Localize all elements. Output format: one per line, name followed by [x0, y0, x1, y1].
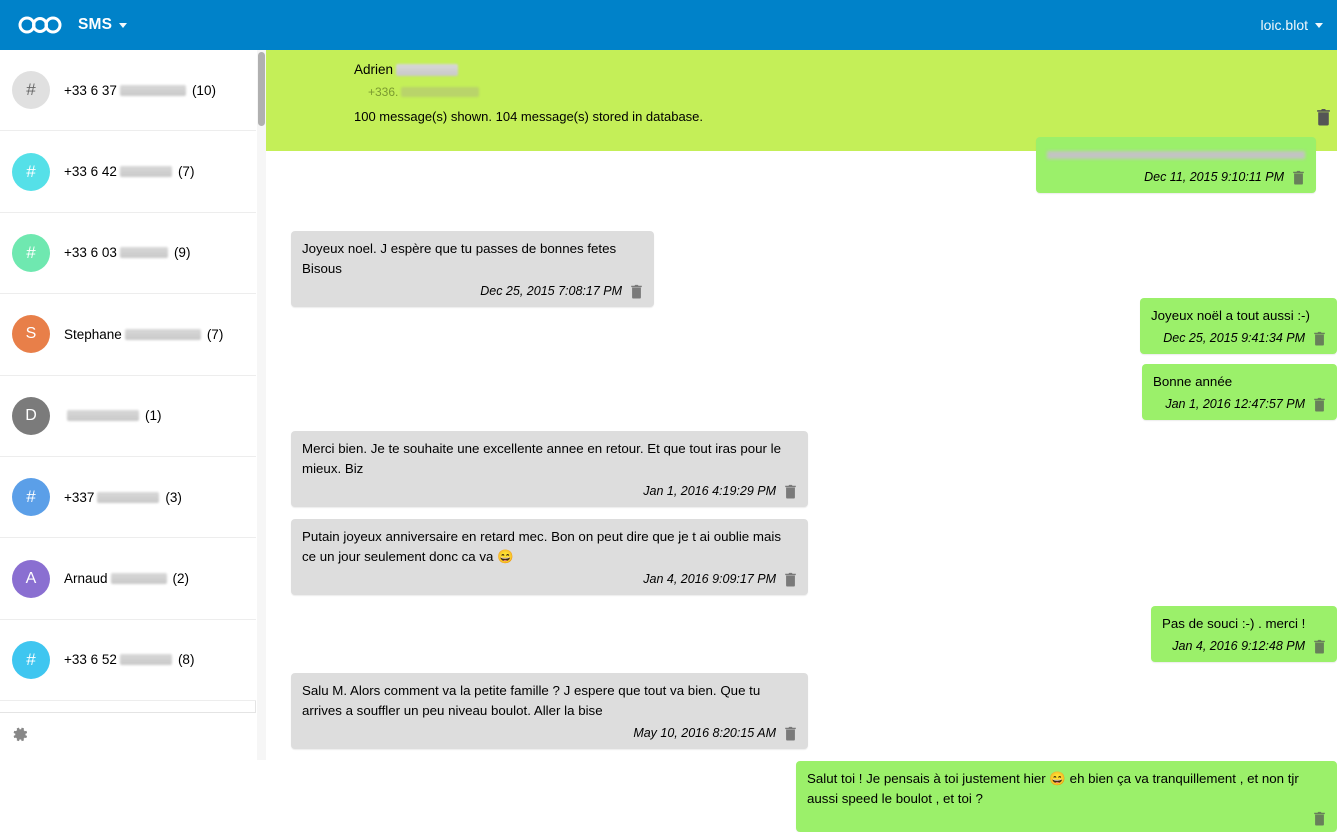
conversation-header [266, 50, 1337, 151]
message-count: (3) [165, 489, 182, 505]
avatar: D [12, 397, 50, 435]
message-count: (10) [191, 82, 216, 98]
message-meta [1153, 394, 1326, 414]
conversation-contact-number [368, 85, 1337, 99]
caret-down-icon [119, 23, 127, 28]
delete-message-button[interactable] [1313, 639, 1326, 654]
contact-list-item[interactable] [0, 457, 256, 538]
delete-conversation-button[interactable] [1316, 108, 1331, 131]
redacted-block [120, 85, 186, 96]
message-text: Pas de souci :-) . merci ! [1162, 616, 1306, 631]
message-row [291, 231, 654, 307]
message-text: Bonne année [1153, 374, 1233, 389]
conversation-stats: 100 message(s) shown. 104 message(s) stored in database. [354, 109, 704, 124]
sidebar-scrollbar-track[interactable] [257, 50, 266, 760]
message-bubble-incoming [291, 231, 654, 307]
message-text: Joyeux noël a tout aussi :-) [1151, 308, 1310, 323]
message-bubble-outgoing [1151, 606, 1337, 662]
message-timestamp: Jan 4, 2016 9:09:17 PM [643, 572, 776, 586]
caret-down-icon [1315, 23, 1323, 28]
message-row [1151, 606, 1337, 662]
contact-name [64, 571, 189, 586]
contact-name-text: Stephane [64, 326, 122, 342]
message-text: Joyeux noel. J espère que tu passes de bonnes fetes Bisous [302, 241, 617, 276]
contact-list-item[interactable] [0, 376, 256, 457]
nextcloud-logo-icon[interactable] [12, 9, 68, 41]
message-timestamp: Dec 25, 2015 9:41:34 PM [1163, 331, 1305, 345]
redacted-block [67, 410, 139, 421]
message-bubble-incoming [291, 673, 808, 749]
message-row [796, 761, 1337, 832]
message-bubble-incoming [291, 519, 808, 595]
contact-name-text: +33 6 03 [64, 245, 117, 261]
message-count: (8) [177, 652, 195, 668]
delete-message-button[interactable] [630, 284, 643, 299]
message-timestamp: Jan 4, 2016 9:12:48 PM [1172, 639, 1305, 653]
message-text: Salut toi ! Je pensais à toi justement hier 😄 eh bien ça va tranquillement , et non tjr aussi speed le boulot , et toi ? [807, 771, 1299, 806]
contact-name [64, 83, 216, 98]
delete-message-button[interactable] [784, 726, 797, 741]
contact-name [64, 490, 182, 505]
contact-name [64, 164, 194, 179]
message-bubble-incoming [291, 431, 808, 507]
message-count: (1) [145, 408, 162, 424]
user-menu[interactable] [1261, 17, 1323, 33]
message-count: (2) [172, 571, 190, 587]
avatar: # [12, 478, 50, 516]
contact-name-text: +337 [64, 489, 95, 505]
gear-icon [12, 726, 29, 748]
message-count: (7) [177, 164, 195, 180]
message-meta [1162, 636, 1326, 656]
message-row [1140, 298, 1337, 354]
contact-list-item[interactable] [0, 213, 256, 294]
message-row [291, 431, 808, 507]
redacted-name-block [396, 64, 458, 76]
redacted-block [125, 329, 201, 340]
message-meta [302, 481, 797, 501]
message-bubble-outgoing [796, 761, 1337, 832]
contact-list[interactable] [0, 50, 256, 712]
redacted-block [97, 492, 159, 503]
message-meta [807, 811, 1326, 826]
message-row [1036, 137, 1316, 193]
conversation-pane [266, 50, 1337, 806]
sidebar-scrollbar-thumb[interactable] [258, 52, 265, 126]
contact-list-item[interactable] [0, 50, 256, 131]
message-bubble-outgoing [1142, 364, 1337, 420]
top-navigation-bar [0, 0, 1337, 50]
app-title: SMS [78, 16, 113, 33]
message-bubble-outgoing [1036, 137, 1316, 193]
message-row [291, 519, 808, 595]
message-row [1142, 364, 1337, 420]
message-text [1047, 145, 1305, 165]
contact-name [64, 245, 190, 260]
avatar: # [12, 234, 50, 272]
message-row [291, 673, 808, 749]
contact-number-label: +336. [368, 85, 399, 99]
redacted-number-block [401, 87, 479, 97]
redacted-block [120, 654, 172, 665]
delete-message-button[interactable] [1313, 397, 1326, 412]
message-timestamp: Dec 11, 2015 9:10:11 PM [1144, 170, 1284, 184]
message-count: (7) [206, 326, 224, 342]
message-count: (9) [173, 245, 191, 261]
contact-name-text: Arnaud [64, 571, 108, 587]
user-name-label: loic.blot [1260, 17, 1308, 33]
message-timestamp: May 10, 2016 8:20:15 AM [633, 726, 776, 740]
message-meta [302, 723, 797, 743]
delete-message-button[interactable] [1313, 811, 1326, 826]
message-meta [1151, 328, 1326, 348]
app-name-menu[interactable] [78, 16, 127, 34]
contact-name-text: +33 6 52 [64, 652, 117, 668]
message-text: Merci bien. Je te souhaite une excellente annee en retour. Et que tout iras pour le mieux. Biz [302, 441, 781, 476]
message-meta [302, 281, 643, 301]
contacts-sidebar [0, 50, 256, 760]
contact-list-item[interactable] [0, 538, 256, 619]
message-timestamp: Dec 25, 2015 7:08:17 PM [480, 284, 622, 298]
avatar: # [12, 71, 50, 109]
conversation-contact-name [354, 62, 1337, 77]
contact-name [64, 408, 162, 423]
redacted-block [120, 247, 168, 258]
contact-name-text: +33 6 37 [64, 82, 117, 98]
redacted-block [120, 166, 172, 177]
message-timestamp: Jan 1, 2016 12:47:57 PM [1165, 397, 1305, 411]
avatar: # [12, 641, 50, 679]
message-text: Putain joyeux anniversaire en retard mec. Bon on peut dire que je t ai oublie mais ce un jour seulement donc ca va 😄 [302, 529, 781, 564]
redacted-block [1047, 151, 1305, 159]
delete-message-button[interactable] [1292, 170, 1305, 185]
delete-message-button[interactable] [784, 572, 797, 587]
contact-list-item[interactable] [0, 131, 256, 212]
message-timestamp: Jan 1, 2016 4:19:29 PM [643, 484, 776, 498]
message-list[interactable] [266, 151, 1337, 806]
contact-list-item[interactable] [0, 620, 256, 701]
contact-name [64, 652, 194, 667]
contact-name [64, 327, 223, 342]
redacted-block [111, 573, 167, 584]
avatar: # [12, 153, 50, 191]
avatar: S [12, 315, 50, 353]
delete-message-button[interactable] [784, 484, 797, 499]
delete-message-button[interactable] [1313, 331, 1326, 346]
message-meta [302, 569, 797, 589]
message-meta [1047, 167, 1305, 187]
message-text: Salu M. Alors comment va la petite famille ? J espere que tout va bien. Que tu arrives a souffler un peu niveau boulot. Aller la bise [302, 683, 761, 718]
contact-list-item[interactable] [0, 294, 256, 375]
app-settings-button[interactable] [0, 712, 256, 760]
contact-name-text: +33 6 42 [64, 164, 117, 180]
avatar: A [12, 560, 50, 598]
message-bubble-outgoing [1140, 298, 1337, 354]
contact-name-label: Adrien [354, 62, 394, 77]
